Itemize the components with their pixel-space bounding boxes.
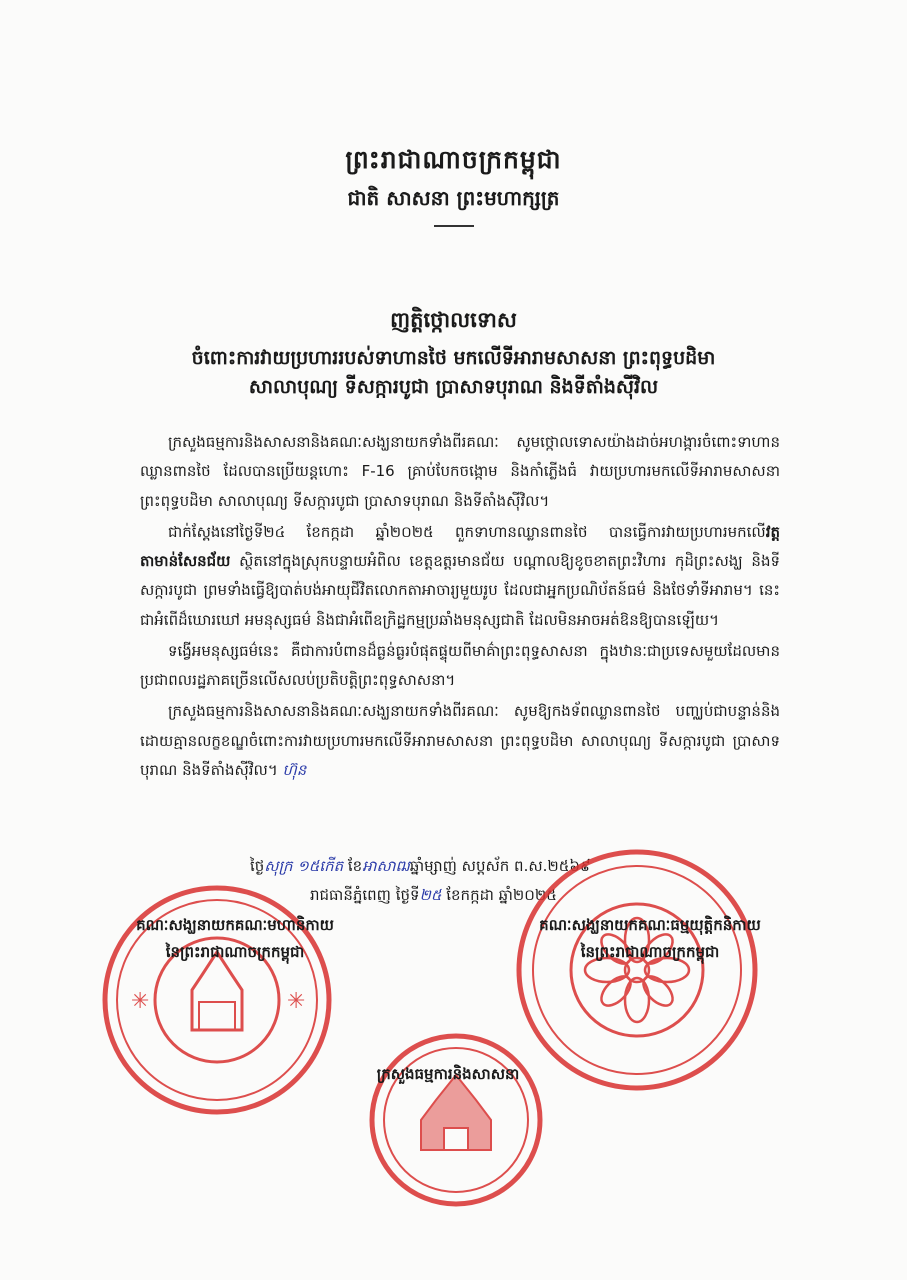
mahanikaya-kingdom: នៃព្រះរាជាណាចក្រកម្ពុជា (165, 943, 305, 961)
pagoda-name: វត្តតាមាន់សែនជ័យ (140, 522, 780, 570)
mahanikaya-title: គណៈសង្ឃនាយកគណៈមហានិកាយ (136, 916, 334, 934)
ministry-seal (366, 1030, 546, 1210)
svg-text:✳: ✳ (131, 989, 150, 1014)
subtitle-line-1: ចំពោះការវាយប្រហាររបស់ទាហានថៃ មកលើទីអារាមសាសនា ព្រះពុទ្ធបដិមា (191, 347, 716, 369)
lunar-day-handwritten: សុក្រ ១៥កើត (264, 857, 344, 875)
handwritten-initials: ហ៊ុន (282, 760, 307, 779)
solar-date-rest: ខែកក្កដា ឆ្នាំ២០២៥ (441, 885, 557, 904)
document-header (0, 145, 907, 227)
subtitle-line-2: សាលាបុណ្យ ទីសក្ការបូជា ប្រាសាទបុរាណ និងទីតាំងស៊ីវិល (248, 375, 659, 398)
national-motto: ជាតិ សាសនា ព្រះមហាក្សត្រ (347, 186, 560, 210)
statement-title: ញត្តិថ្កោលទោស (390, 308, 517, 332)
statement-subtitle (0, 344, 907, 401)
header-divider (434, 225, 474, 227)
lunar-month-prefix: ខែ (347, 857, 363, 875)
lunar-date-rest: ឆ្នាំម្សាញ់ សប្តស័ក ព.ស.២៥៦៩ (409, 857, 591, 875)
paragraph-1: ក្រសួងធម្មការនិងសាសនានិងគណៈសង្ឃនាយកទាំងពីរគណៈ សូមថ្កោលទោសយ៉ាងដាច់អហង្ការចំពោះទាហានឈ្លានពានថៃ ដែលបានប្រើយន្តហោះ F-16 គ្រាប់បែកចង្កោម និងកាំភ្លើងធំ វាយប្រហារមកលើទីអារាមសាសនា ព្រះពុទ្ធបដិមា សាលាបុណ្យ ទីសក្ការបូជា ប្រាសាទបុរាណ និងទីតាំងស៊ីវិល។ (140, 433, 780, 510)
paragraph-2-intro: ជាក់ស្តែងនៅថ្ងៃទី២៤ ខែកក្កដា ឆ្នាំ២០២៥ ពួកទាហានឈ្លានពានថៃ បានធ្វើការវាយប្រហារមកលើ (168, 522, 766, 541)
paragraph-2-rest: ស្ថិតនៅក្នុងស្រុកបន្ទាយអំពិល ខេត្តឧត្តរមានជ័យ បណ្តាលឱ្យខូចខាតព្រះវិហារ កុដិព្រះសង្ឃ និងទីសក្ការបូជា ព្រមទាំងធ្វើឱ្យបាត់បង់អាយុជីវិតលោកតាអាចារ្យមួយរូប ដែលជាអ្នកប្រណិប័តន៍ធម៌ និងថែទាំទីអារាម។ នេះជាអំពើដ៏ឃោរឃៅ អមនុស្សធម៌ និងជាអំពើឧក្រិដ្ឋកម្មប្រឆាំងមនុស្សជាតិ ដែលមិនអាចអត់ឱនឱ្យបានឡើយ។ (140, 552, 780, 629)
solar-date-prefix: រាជធានីភ្នំពេញ ថ្ងៃទី (310, 885, 420, 904)
statement-title-block (0, 307, 907, 401)
paragraph-3: ទង្វើអមនុស្សធម៌នេះ គឺជាការបំពានដ៏ធ្ងន់ធ្ងរបំផុតផ្ទុយពីមាគ៌ាព្រះពុទ្ធសាសនា ក្នុងឋានៈជាប្រទេសមួយដែលមានប្រជាពលរដ្ឋភាគច្រើនលើសលប់ប្រតិបត្តិព្រះពុទ្ធសាសនា។ (140, 641, 780, 689)
paragraph-4 (140, 697, 780, 785)
lunar-date-prefix: ថ្ងៃ (250, 857, 265, 875)
paragraph-4-text: ក្រសួងធម្មការនិងសាសនានិងគណៈសង្ឃនាយកទាំងពីរគណៈ សូមឱ្យកងទ័ពឈ្លានពានថៃ បញ្ឈប់ជាបន្ទាន់និងដោយគ្មានលក្ខខណ្ឌចំពោះការវាយប្រហារមកលើទីអារាមសាសនា ព្រះពុទ្ធបដិមា សាលាបុណ្យ ទីសក្ការបូជា ប្រាសាទបុរាណ និងទីតាំងស៊ីវិល។ (140, 702, 780, 779)
dhammayuttika-kingdom: នៃព្រះរាជាណាចក្រកម្ពុជា (580, 943, 720, 961)
lunar-month-handwritten: អាសាឍ (362, 857, 410, 875)
mahanikaya-signatory (70, 912, 400, 966)
solar-day-handwritten: ២៥ (419, 885, 442, 904)
kingdom-title: ព្រះរាជាណាចក្រកម្ពុជា (345, 145, 562, 174)
paragraph-2 (140, 518, 780, 635)
dhammayuttika-title: គណៈសង្ឃនាយកគណៈធម្មយុត្តិកនិកាយ (539, 916, 761, 934)
dhammayuttika-signatory (460, 912, 840, 966)
svg-text:✳: ✳ (287, 989, 306, 1014)
dhammayuttika-seal (512, 845, 762, 1095)
statement-body (140, 428, 780, 787)
ministry-signatory: ក្រសួងធម្មការនិងសាសនា (376, 1065, 520, 1083)
